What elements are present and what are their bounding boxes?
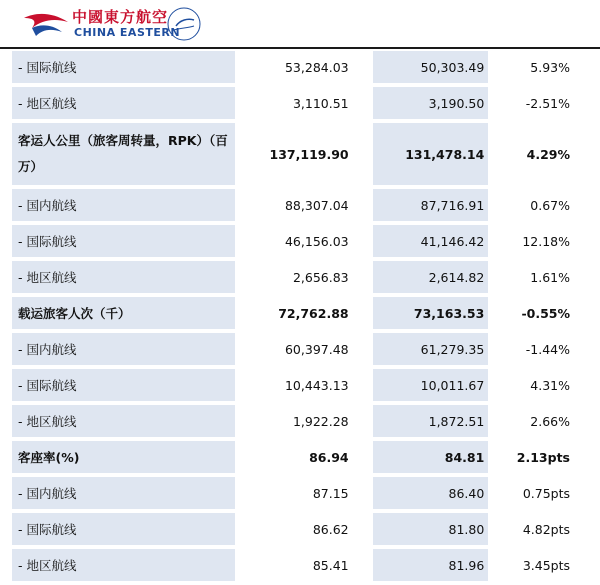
change-percent: -1.44% [488, 333, 586, 369]
value-current: 60,397.48 [235, 333, 352, 369]
value-current: 85.41 [235, 549, 352, 585]
row-label: - 国际航线 [12, 225, 235, 261]
header-rule [0, 47, 600, 49]
value-prior: 81.80 [373, 513, 488, 549]
change-percent: 0.67% [488, 189, 586, 225]
row-label: - 地区航线 [12, 549, 235, 585]
change-percent: 4.29% [488, 123, 586, 189]
table-row [12, 123, 586, 189]
value-current: 46,156.03 [235, 225, 352, 261]
value-current: 87.15 [235, 477, 352, 513]
value-prior: 87,716.91 [373, 189, 488, 225]
value-prior: 131,478.14 [373, 123, 488, 189]
change-percent: 2.13pts [488, 441, 586, 477]
change-percent: 12.18% [488, 225, 586, 261]
table-row [12, 513, 586, 549]
change-percent: 4.82pts [488, 513, 586, 549]
operating-statistics-table [12, 51, 586, 585]
value-current: 88,307.04 [235, 189, 352, 225]
logo-chinese-name: 中國東方航空 [72, 8, 169, 26]
table-row [12, 477, 586, 513]
row-label: 载运旅客人次（千） [12, 297, 235, 333]
row-label: - 地区航线 [12, 87, 235, 123]
value-prior: 86.40 [373, 477, 488, 513]
table-row [12, 405, 586, 441]
change-percent: 4.31% [488, 369, 586, 405]
value-prior: 81.96 [373, 549, 488, 585]
change-percent: 5.93% [488, 51, 586, 87]
row-label: - 国内航线 [12, 189, 235, 225]
column-gap [353, 297, 373, 333]
column-gap [353, 513, 373, 549]
column-gap [353, 477, 373, 513]
column-gap [353, 405, 373, 441]
column-gap [353, 51, 373, 87]
row-label: - 地区航线 [12, 405, 235, 441]
value-prior: 84.81 [373, 441, 488, 477]
change-percent: 3.45pts [488, 549, 586, 585]
change-percent: -2.51% [488, 87, 586, 123]
value-current: 53,284.03 [235, 51, 352, 87]
column-gap [353, 261, 373, 297]
value-current: 137,119.90 [235, 123, 352, 189]
report-header [0, 0, 600, 50]
table-row [12, 225, 586, 261]
row-label: - 地区航线 [12, 261, 235, 297]
change-percent: 2.66% [488, 405, 586, 441]
change-percent: 1.61% [488, 261, 586, 297]
table-row [12, 333, 586, 369]
change-percent: 0.75pts [488, 477, 586, 513]
row-label: - 国际航线 [12, 369, 235, 405]
row-label: 客运人公里（旅客周转量，RPK）（百万） [12, 123, 235, 189]
table-row [12, 369, 586, 405]
table-row [12, 87, 586, 123]
value-prior: 50,303.49 [373, 51, 488, 87]
row-label: - 国内航线 [12, 333, 235, 369]
value-current: 86.94 [235, 441, 352, 477]
table-row [12, 189, 586, 225]
change-percent: -0.55% [488, 297, 586, 333]
star-alliance-seal-icon [166, 6, 202, 42]
value-prior: 2,614.82 [373, 261, 488, 297]
column-gap [353, 189, 373, 225]
column-gap [353, 369, 373, 405]
column-gap [353, 123, 373, 189]
table-row [12, 51, 586, 87]
column-gap [353, 549, 373, 585]
value-current: 2,656.83 [235, 261, 352, 297]
table-row [12, 441, 586, 477]
column-gap [353, 225, 373, 261]
table-row [12, 549, 586, 585]
value-prior: 73,163.53 [373, 297, 488, 333]
logo-english-name: CHINA EASTERN [74, 26, 181, 39]
value-prior: 10,011.67 [373, 369, 488, 405]
value-prior: 61,279.35 [373, 333, 488, 369]
table-row [12, 297, 586, 333]
table-row [12, 261, 586, 297]
value-current: 1,922.28 [235, 405, 352, 441]
value-current: 10,443.13 [235, 369, 352, 405]
column-gap [353, 441, 373, 477]
value-prior: 1,872.51 [373, 405, 488, 441]
row-label: - 国内航线 [12, 477, 235, 513]
value-prior: 3,190.50 [373, 87, 488, 123]
column-gap [353, 333, 373, 369]
row-label: 客座率(%) [12, 441, 235, 477]
value-prior: 41,146.42 [373, 225, 488, 261]
row-label: - 国际航线 [12, 513, 235, 549]
column-gap [353, 87, 373, 123]
value-current: 3,110.51 [235, 87, 352, 123]
value-current: 72,762.88 [235, 297, 352, 333]
row-label: - 国际航线 [12, 51, 235, 87]
china-eastern-swallow-logo [22, 8, 70, 40]
value-current: 86.62 [235, 513, 352, 549]
